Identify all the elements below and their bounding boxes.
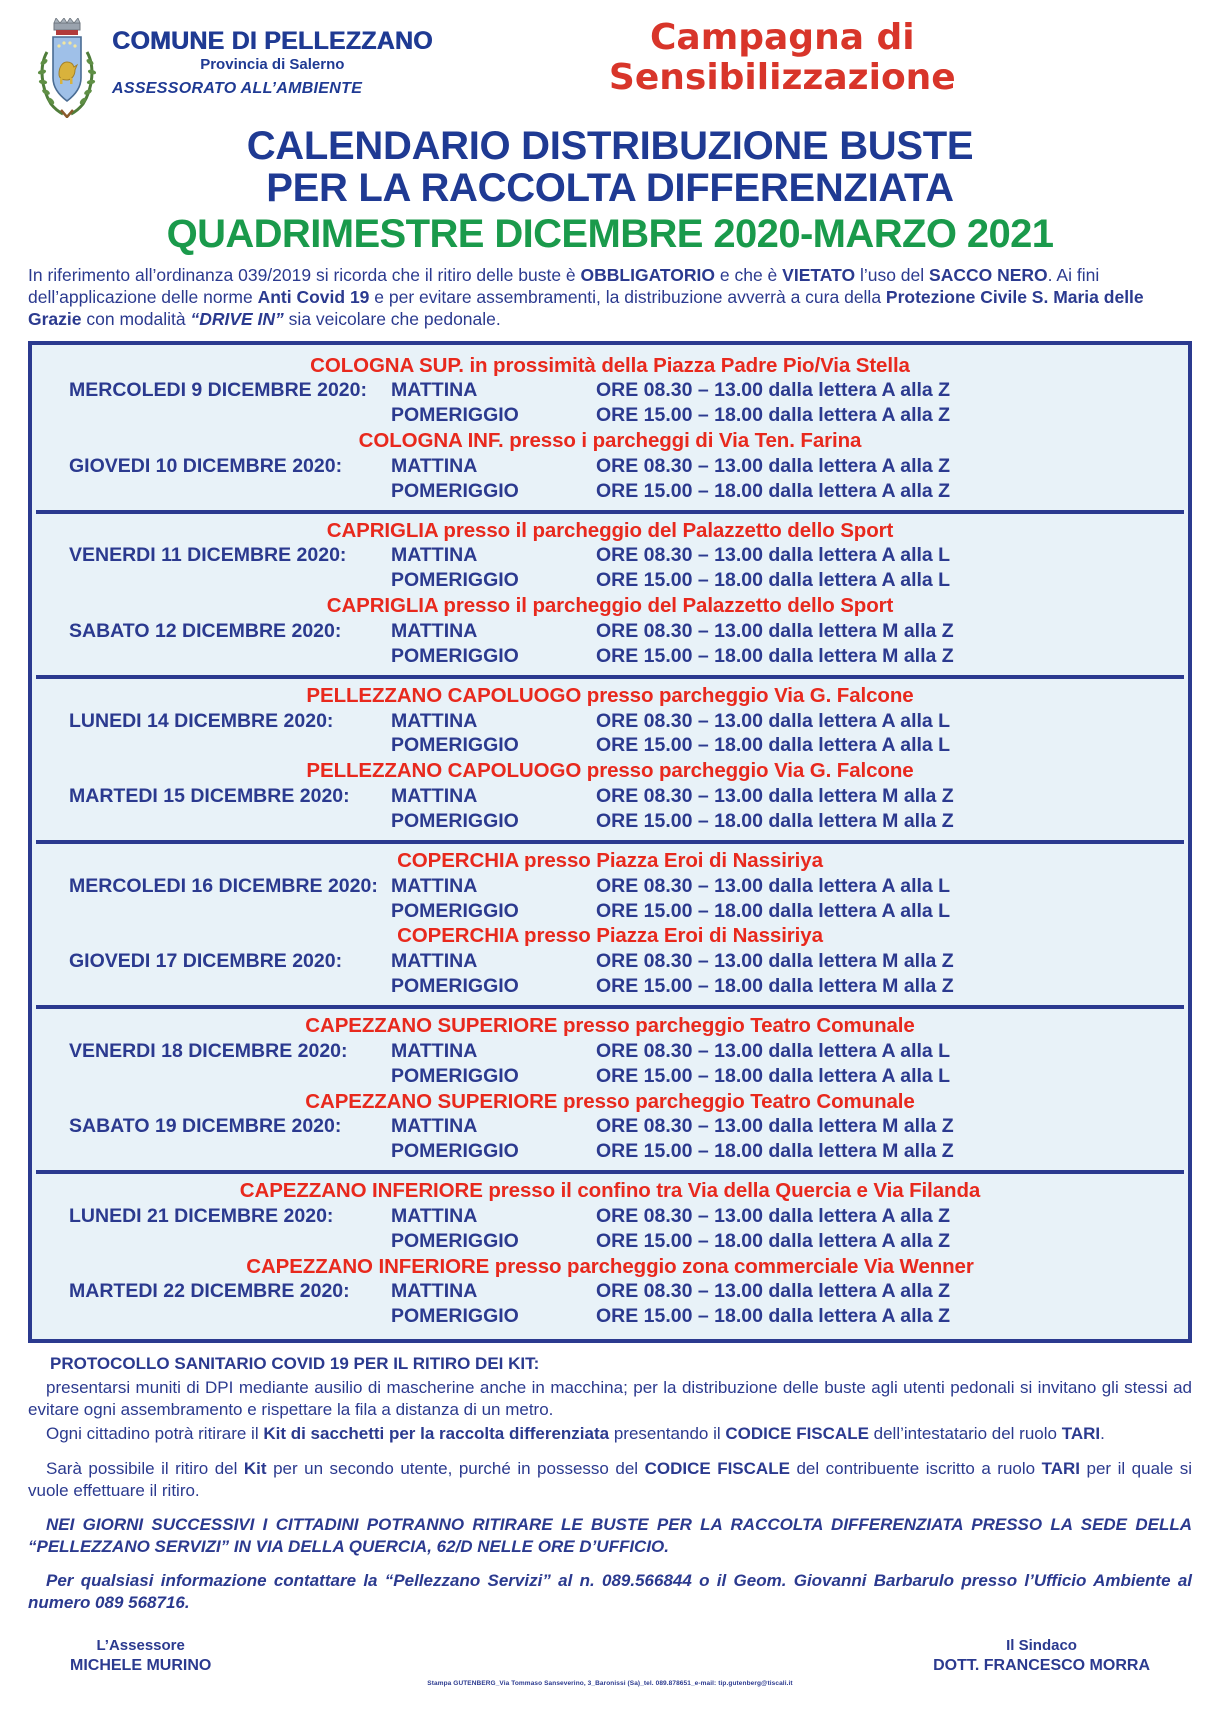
printer-credit: Stampa GUTENBERG_Via Tommaso Sanseverino, 3_Baronissi (Sa)_tel. 089.878651_e-mail: tip.gutenberg@tiscali.it <box>427 1680 793 1688</box>
schedule-part-morning: MATTINA <box>391 709 478 732</box>
protocol-spacer-2 <box>28 1504 1192 1514</box>
schedule-row-morning <box>36 709 1184 734</box>
protocol-p2-text-3: dell’intestatario del ruolo <box>868 1424 1062 1444</box>
protocol-p2-bold-codice-fiscale: CODICE FISCALE <box>725 1424 869 1444</box>
intro-paragraph <box>28 264 1192 331</box>
campaign-line-2: Sensibilizzazione <box>608 57 956 99</box>
signature-assessore-role: L’Assessore <box>96 1637 185 1655</box>
comune-province: Provincia di Salerno <box>200 56 345 74</box>
page-title <box>28 126 1192 209</box>
schedule-time-afternoon: ORE 15.00 – 18.00 dalla lettera M alla Z <box>596 975 954 998</box>
protocol-p3-text-1: Sarà possibile il ritiro del <box>46 1458 244 1478</box>
schedule-row-afternoon <box>36 1229 1184 1254</box>
schedule-block <box>36 844 1184 1009</box>
schedule-part-afternoon: POMERIGGIO <box>391 1140 519 1163</box>
schedule-day: LUNEDI 21 DICEMBRE 2020: <box>69 1204 334 1227</box>
page-title-line-1: CALENDARIO DISTRIBUZIONE BUSTE <box>246 124 974 168</box>
comune-assessorato: ASSESSORATO ALL’AMBIENTE <box>112 80 363 98</box>
protocol-p2-text-2: presentando il <box>609 1424 726 1444</box>
schedule-part-morning: MATTINA <box>391 454 478 477</box>
schedule-part-afternoon: POMERIGGIO <box>391 404 519 427</box>
schedule-row-afternoon <box>36 1064 1184 1089</box>
protocol-paragraph-1: presentarsi muniti di DPI mediante ausilio di mascherine anche in macchina; per la distribuzione delle buste agli utenti pedonali si invitano gli stessi ad evitare ogni assembramento e rispettare la fila a distanza di un metro. <box>28 1378 1192 1420</box>
schedule-part-afternoon: POMERIGGIO <box>391 899 519 922</box>
signature-sindaco-name: DOTT. FRANCESCO MORRA <box>933 1656 1150 1674</box>
schedule-row-morning <box>36 949 1184 974</box>
schedule-time-afternoon: ORE 15.00 – 18.00 dalla lettera A alla L <box>596 734 951 757</box>
schedule-row-afternoon <box>36 974 1184 999</box>
schedule-time-morning: ORE 08.30 – 13.00 dalla lettera A alla Z <box>596 1280 951 1303</box>
schedule-part-afternoon: POMERIGGIO <box>391 569 519 592</box>
intro-bold-vietato: VIETATO <box>782 264 856 285</box>
schedule-location: CAPRIGLIA presso il parcheggio del Palazzetto dello Sport <box>326 594 894 618</box>
schedule-part-afternoon: POMERIGGIO <box>391 975 519 998</box>
schedule-time-afternoon: ORE 15.00 – 18.00 dalla lettera M alla Z <box>596 1140 954 1163</box>
schedule-part-afternoon: POMERIGGIO <box>391 644 519 667</box>
schedule-part-afternoon: POMERIGGIO <box>391 734 519 757</box>
schedule-location: CAPEZZANO INFERIORE presso parcheggio zona commerciale Via Wenner <box>246 1254 974 1278</box>
schedule-time-afternoon: ORE 15.00 – 18.00 dalla lettera A alla Z <box>596 1305 951 1328</box>
protocol-paragraph-3 <box>28 1458 1192 1502</box>
page-subtitle: QUADRIMESTRE DICEMBRE 2020-MARZO 2021 <box>166 212 1054 257</box>
schedule-time-morning: ORE 08.30 – 13.00 dalla lettera M alla Z <box>596 950 954 973</box>
schedule-part-morning: MATTINA <box>391 1280 478 1303</box>
schedule-part-morning: MATTINA <box>391 1204 478 1227</box>
schedule-time-afternoon: ORE 15.00 – 18.00 dalla lettera A alla L <box>596 569 951 592</box>
protocol-spacer-3 <box>28 1560 1192 1570</box>
schedule-day: VENERDI 18 DICEMBRE 2020: <box>69 1039 348 1062</box>
schedule-part-morning: MATTINA <box>391 1115 478 1138</box>
crest-container <box>28 14 106 114</box>
intro-bold-obbligatorio: OBBLIGATORIO <box>580 264 716 285</box>
schedule-row-morning <box>36 874 1184 899</box>
schedule-time-morning: ORE 08.30 – 13.00 dalla lettera M alla Z <box>596 619 954 642</box>
schedule-time-morning: ORE 08.30 – 13.00 dalla lettera A alla L <box>596 709 951 732</box>
schedule-time-afternoon: ORE 15.00 – 18.00 dalla lettera A alla L <box>596 899 951 922</box>
protocol-p2-text-1: Ogni cittadino potrà ritirare il <box>46 1424 264 1444</box>
intro-text-1: In riferimento all’ordinanza 039/2019 si ricorda che il ritiro delle buste è <box>28 264 581 285</box>
intro-bold-anti-covid: Anti Covid 19 <box>257 286 370 307</box>
schedule-row-morning <box>36 1114 1184 1139</box>
protocol-p2-text-4: . <box>1100 1424 1105 1444</box>
intro-text-6: con modalità <box>81 309 191 330</box>
protocol-p3-text-4: per il quale si vuole effettuare il ritiro. <box>28 1458 1193 1500</box>
schedule-time-morning: ORE 08.30 – 13.00 dalla lettera M alla Z <box>596 1115 954 1138</box>
schedule-location: CAPRIGLIA presso il parcheggio del Palazzetto dello Sport <box>326 518 894 542</box>
schedule-row-afternoon <box>36 809 1184 834</box>
signature-assessore <box>70 1636 211 1676</box>
schedule-time-afternoon: ORE 15.00 – 18.00 dalla lettera A alla Z <box>596 479 951 502</box>
schedule-row-afternoon <box>36 403 1184 428</box>
schedule-row-afternoon <box>36 644 1184 669</box>
page-title-line-2: PER LA RACCOLTA DIFFERENZIATA <box>266 165 954 210</box>
intro-bold-drive-in: “DRIVE IN” <box>190 309 284 330</box>
schedule-time-morning: ORE 08.30 – 13.00 dalla lettera A alla L <box>596 874 951 897</box>
schedule-row-afternoon <box>36 733 1184 758</box>
schedule-row-morning <box>36 378 1184 403</box>
schedule-part-afternoon: POMERIGGIO <box>391 479 519 502</box>
protocol-paragraph-2 <box>28 1423 1192 1445</box>
comune-coat-of-arms-icon <box>37 18 97 114</box>
protocol-paragraph-5: Per qualsiasi informazione contattare la “Pellezzano Servizi” al n. 089.566844 o il Geom. Giovanni Barbarulo presso l’Ufficio Ambiente al numero 089 568716. <box>28 1570 1192 1612</box>
schedule-block <box>36 1174 1184 1335</box>
schedule-day: MARTEDI 22 DICEMBRE 2020: <box>69 1280 350 1303</box>
schedule-block <box>36 514 1184 679</box>
protocol-p3-bold-tari: TARI <box>1041 1458 1081 1478</box>
schedule-location: COPERCHIA presso Piazza Eroi di Nassiriya <box>397 924 823 948</box>
schedule-day: MARTEDI 15 DICEMBRE 2020: <box>69 785 350 808</box>
schedule-row-afternoon <box>36 899 1184 924</box>
schedule-row-afternoon <box>36 568 1184 593</box>
intro-bold-sacco-nero: SACCO NERO <box>929 264 1048 285</box>
schedule-day: GIOVEDI 17 DICEMBRE 2020: <box>69 950 343 973</box>
comune-name: COMUNE DI PELLEZZANO <box>112 27 433 55</box>
schedule-part-afternoon: POMERIGGIO <box>391 1305 519 1328</box>
distribution-schedule-table <box>28 341 1192 1343</box>
protocol-p3-bold-kit: Kit <box>243 1458 267 1478</box>
schedule-row-morning <box>36 543 1184 568</box>
protocol-p2-bold-kit: Kit di sacchetti per la raccolta differenziata <box>263 1424 610 1444</box>
intro-text-7: sia veicolare che pedonale. <box>283 309 501 330</box>
schedule-part-afternoon: POMERIGGIO <box>391 1064 519 1087</box>
protocol-spacer-1 <box>28 1448 1192 1458</box>
schedule-location: CAPEZZANO SUPERIORE presso parcheggio Teatro Comunale <box>305 1014 915 1037</box>
schedule-day: SABATO 12 DICEMBRE 2020: <box>69 619 342 642</box>
schedule-part-morning: MATTINA <box>391 619 478 642</box>
protocol-p3-text-2: per un secondo utente, purché in possesso del <box>266 1458 645 1478</box>
schedule-row-morning <box>36 1279 1184 1304</box>
intro-text-5: e per evitare assembramenti, la distribuzione avverrà a cura della <box>369 286 886 307</box>
protocol-paragraph-4: NEI GIORNI SUCCESSIVI I CITTADINI POTRANNO RITIRARE LE BUSTE PER LA RACCOLTA DIFFERENZIATA PRESSO LA SEDE DELLA “PELLEZZANO SERVIZI” IN VIA DELLA QUERCIA, 62/D NELLE ORE D’UFFICIO. <box>28 1514 1192 1556</box>
signature-sindaco-role: Il Sindaco <box>1006 1637 1077 1655</box>
protocol-p2-bold-tari: TARI <box>1061 1424 1101 1444</box>
protocol-p3-text-3: del contribuente iscritto a ruolo <box>789 1458 1042 1478</box>
schedule-part-morning: MATTINA <box>391 950 478 973</box>
signatures <box>28 1636 1192 1676</box>
schedule-part-morning: MATTINA <box>391 785 478 808</box>
schedule-day: SABATO 19 DICEMBRE 2020: <box>69 1115 342 1138</box>
schedule-time-afternoon: ORE 15.00 – 18.00 dalla lettera M alla Z <box>596 809 954 832</box>
schedule-location: PELLEZZANO CAPOLUOGO presso parcheggio Via G. Falcone <box>306 759 914 783</box>
schedule-time-morning: ORE 08.30 – 13.00 dalla lettera A alla L <box>596 1039 951 1062</box>
schedule-row-morning <box>36 1204 1184 1229</box>
schedule-part-morning: MATTINA <box>391 379 478 402</box>
intro-bold-protezione-civile: Protezione Civile S. Maria delle Grazie <box>28 286 1144 330</box>
schedule-location: COPERCHIA presso Piazza Eroi di Nassiriya <box>397 848 823 872</box>
schedule-location: CAPEZZANO INFERIORE presso il confino tra Via della Quercia e Via Filanda <box>239 1179 981 1203</box>
intro-text-3: l’uso del <box>855 264 930 285</box>
schedule-row-morning <box>36 619 1184 644</box>
schedule-part-afternoon: POMERIGGIO <box>391 809 519 832</box>
schedule-day: MERCOLEDI 16 DICEMBRE 2020: <box>69 874 378 897</box>
schedule-location: PELLEZZANO CAPOLUOGO presso parcheggio Via G. Falcone <box>306 683 914 707</box>
intro-text-4: . Ai fini dell’applicazione delle norme <box>28 264 1100 307</box>
schedule-location: COLOGNA SUP. in prossimità della Piazza Padre Pio/Via Stella <box>310 353 910 377</box>
signature-sindaco <box>933 1636 1150 1676</box>
schedule-part-morning: MATTINA <box>391 1039 478 1062</box>
protocol-p3-bold-codice-fiscale: CODICE FISCALE <box>644 1458 790 1478</box>
schedule-time-morning: ORE 08.30 – 13.00 dalla lettera A alla Z <box>596 454 951 477</box>
schedule-row-afternoon <box>36 479 1184 504</box>
schedule-day: LUNEDI 14 DICEMBRE 2020: <box>69 709 334 732</box>
schedule-day: GIOVEDI 10 DICEMBRE 2020: <box>69 454 343 477</box>
schedule-day: VENERDI 11 DICEMBRE 2020: <box>69 544 347 567</box>
protocol-section <box>28 1353 1192 1614</box>
schedule-row-afternoon <box>36 1304 1184 1329</box>
schedule-location: CAPEZZANO SUPERIORE presso parcheggio Teatro Comunale <box>305 1089 915 1113</box>
schedule-location: COLOGNA INF. presso i parcheggi di Via Ten. Farina <box>358 429 862 453</box>
protocol-heading: PROTOCOLLO SANITARIO COVID 19 PER IL RITIRO DEI KIT: <box>50 1354 540 1374</box>
schedule-part-morning: MATTINA <box>391 544 478 567</box>
schedule-row-morning <box>36 1039 1184 1064</box>
schedule-row-afternoon <box>36 1139 1184 1164</box>
schedule-time-afternoon: ORE 15.00 – 18.00 dalla lettera A alla Z <box>596 404 951 427</box>
schedule-time-morning: ORE 08.30 – 13.00 dalla lettera A alla Z <box>596 379 951 402</box>
schedule-time-afternoon: ORE 15.00 – 18.00 dalla lettera A alla L <box>596 1064 951 1087</box>
schedule-block <box>36 1009 1184 1174</box>
schedule-time-morning: ORE 08.30 – 13.00 dalla lettera A alla L <box>596 544 951 567</box>
campaign-line-1: Campagna di <box>650 17 915 58</box>
schedule-block <box>36 349 1184 514</box>
schedule-row-morning <box>36 784 1184 809</box>
schedule-time-afternoon: ORE 15.00 – 18.00 dalla lettera A alla Z <box>596 1229 951 1252</box>
schedule-time-afternoon: ORE 15.00 – 18.00 dalla lettera M alla Z <box>596 644 954 667</box>
schedule-part-morning: MATTINA <box>391 874 478 897</box>
schedule-time-morning: ORE 08.30 – 13.00 dalla lettera M alla Z <box>596 785 954 808</box>
schedule-row-morning <box>36 454 1184 479</box>
signature-assessore-name: MICHELE MURINO <box>70 1656 212 1674</box>
schedule-time-morning: ORE 08.30 – 13.00 dalla lettera A alla Z <box>596 1204 951 1227</box>
intro-text-2: e che è <box>715 264 783 285</box>
schedule-day: MERCOLEDI 9 DICEMBRE 2020: <box>69 379 367 402</box>
poster-header <box>28 0 1192 122</box>
campaign-heading <box>433 14 1192 99</box>
schedule-part-afternoon: POMERIGGIO <box>391 1229 519 1252</box>
schedule-block <box>36 679 1184 844</box>
comune-text-block <box>106 14 433 98</box>
